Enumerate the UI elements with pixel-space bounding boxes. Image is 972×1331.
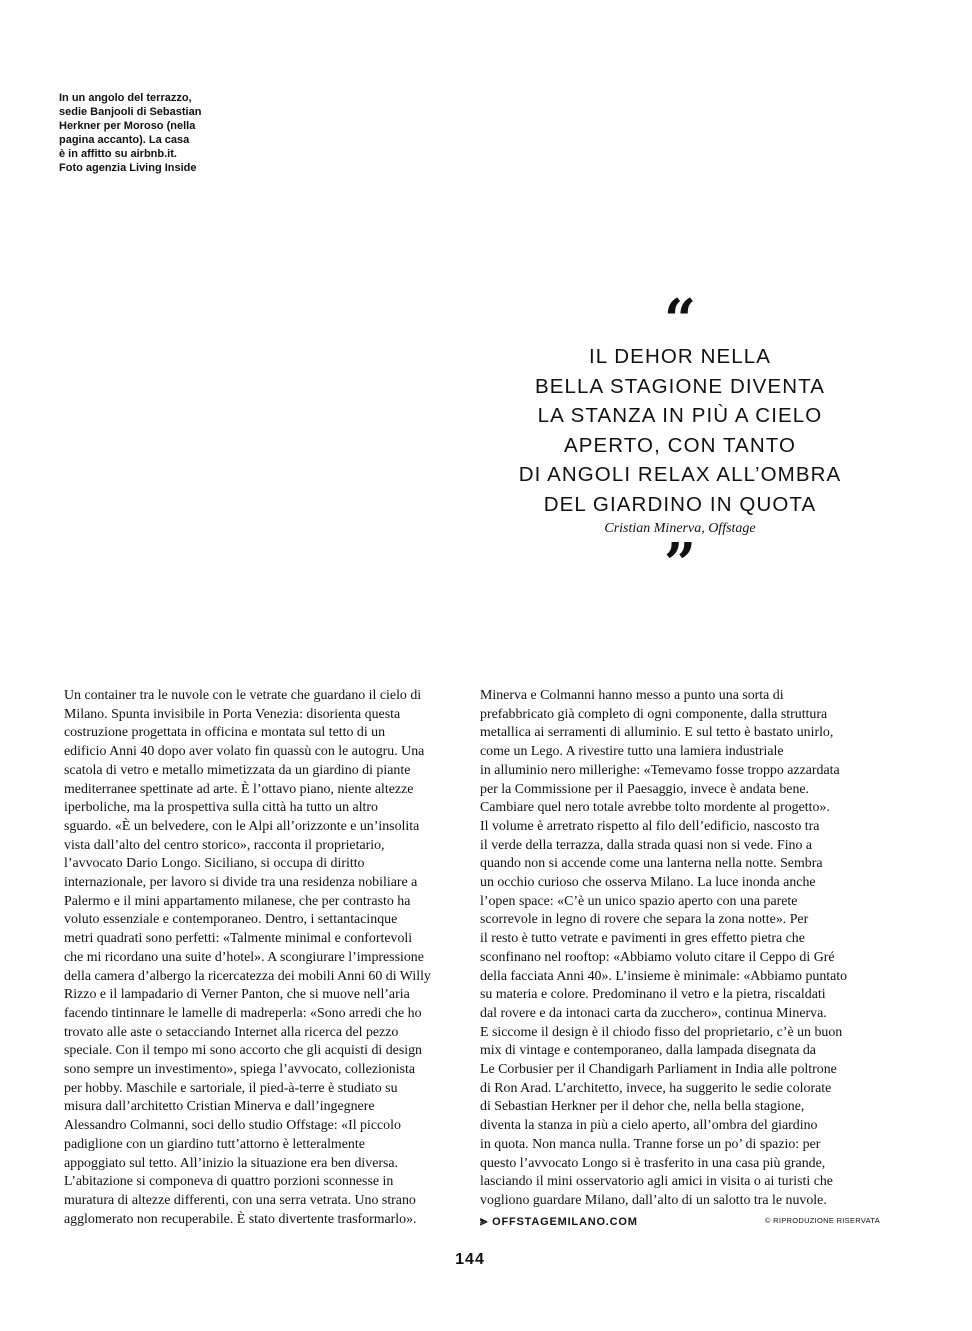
body-line: per la Commissione per il Paesaggio, invece è andata bene. — [480, 781, 810, 797]
body-line: lasciando il mini osservatorio agli amici in visita o ai turisti che — [480, 1174, 833, 1190]
body-line: misura dall’architetto Cristian Minerva e dall’ingegnere — [64, 1099, 375, 1115]
body-line: voluto essenziale e contemporaneo. Dentro, i settantacinque — [64, 912, 398, 928]
pull-quote-line: LA STANZA IN PIÙ A CIELO — [537, 404, 823, 428]
website-link[interactable] — [480, 1213, 638, 1230]
close-quote-icon: ” — [663, 530, 697, 597]
body-line: edificio Anni 40 dopo aver volato fin quassù con le autogru. Una — [64, 744, 425, 760]
pull-quote-line: IL DEHOR NELLA — [588, 345, 772, 368]
body-line: muratura di altezze differenti, con una serra vetrata. Uno strano — [64, 1192, 416, 1208]
caption-line: pagina accanto). La casa — [59, 134, 190, 146]
body-line: speciale. Con il tempo mi sono accorto che gli acquisti di design — [64, 1043, 422, 1059]
pull-quote — [480, 287, 880, 597]
website-label: OFFSTAGEMILANO.COM — [492, 1216, 638, 1228]
body-line: appoggiato sul tetto. All’inizio la situazione era ben diversa. — [64, 1155, 399, 1171]
body-line: L’abitazione si componeva di quattro porzioni sconnesse in — [64, 1174, 394, 1190]
pull-quote-line: DI ANGOLI RELAX ALL’OMBRA — [518, 463, 842, 487]
pull-quote-line: BELLA STAGIONE DIVENTA — [534, 374, 826, 398]
body-line: iperboliche, ma la prospettiva sulla città ha tutto un altro — [64, 800, 378, 816]
article-column-right — [480, 687, 885, 1211]
body-line: scatola di vetro e metallo mimetizzata da un giardino di piante — [64, 762, 411, 778]
caption-line: è in affitto su airbnb.it. — [59, 148, 177, 160]
body-line: metallica ai serramenti di alluminio. E sul tetto è bastato unirlo, — [480, 725, 834, 741]
pull-quote-line: APERTO, CON TANTO — [563, 433, 797, 457]
body-line: come un Lego. A rivestire tutto una lamiera industriale — [480, 744, 784, 760]
body-line: mix di vintage e contemporaneo, dalla lampada disegnata da — [480, 1043, 816, 1059]
copyright-notice: © RIPRODUZIONE RISERVATA — [764, 1216, 880, 1225]
body-line: dal rovere e da intonaci carta da zucchero», continua Minerva. — [480, 1005, 827, 1021]
body-line: trovato alle aste o setacciando Internet alla ricerca del pezzo — [64, 1024, 399, 1040]
body-line: padiglione con un giardino tutt’attorno è letteralmente — [64, 1136, 365, 1152]
body-line: Il volume è arretrato rispetto al filo dell’edificio, nascosto tra — [480, 818, 820, 834]
body-line: di Ron Arad. L’architetto, invece, ha suggerito le sedie colorate — [480, 1080, 832, 1096]
body-line: il resto è tutto vetrate e pavimenti in gres effetto pietra che — [480, 931, 805, 947]
body-line: metri quadrati sono perfetti: «Talmente minimal e confortevoli — [64, 931, 413, 947]
body-line: l’avvocato Dario Longo. Siciliano, si occupa di diritto — [64, 856, 365, 872]
body-line: facendo tintinnare le lamelle di madreperla: «Sono arredi che ho — [64, 1005, 422, 1021]
body-line: Milano. Spunta invisibile in Porta Venezia: disorienta questa — [64, 706, 401, 722]
body-line: Le Corbusier per il Chandigarh Parliament in India alle poltrone — [480, 1062, 837, 1078]
pull-quote-author: Cristian Minerva, Offstage — [604, 520, 756, 536]
body-line: prefabbricato già completo di ogni componente, dalla struttura — [480, 706, 828, 722]
body-line: della facciata Anni 40». L’insieme è minimale: «Abbiamo puntato — [480, 968, 848, 984]
caption-line: In un angolo del terrazzo, — [59, 92, 192, 104]
body-line: scorrevole in legno di rovere che separa la zona notte». Per — [480, 912, 809, 928]
body-line: Cambiare quel nero totale avrebbe tolto mordente al progetto». — [480, 800, 830, 816]
article-column-left — [64, 687, 469, 1229]
photo-caption — [59, 91, 234, 175]
body-line: costruzione progettata in officina e montata sul tetto di un — [64, 725, 386, 741]
body-line: vista dall’alto del centro storico», racconta il proprietario, — [64, 837, 385, 853]
body-line: diventa la stanza in più a cielo aperto, all’ombra del giardino — [480, 1118, 818, 1134]
body-line: Alessandro Colmanni, soci dello studio Offstage: «Il piccolo — [64, 1118, 401, 1134]
body-line: della camera d’albergo la ricercatezza dei mobili Anni 60 di Willy — [64, 968, 431, 984]
caption-line: Foto agenzia Living Inside — [59, 162, 197, 174]
body-line: l’open space: «C’è un unico spazio aperto con una parete — [480, 893, 798, 909]
pull-quote-line: DEL GIARDINO IN QUOTA — [543, 492, 817, 516]
body-line: per hobby. Maschile e sartoriale, il pied-à-terre è studiato su — [64, 1080, 398, 1096]
body-line: su materia e colore. Predominano il vetro e la pietra, riscaldati — [480, 987, 826, 1003]
body-line: agglomerato non recuperabile. È stato divertente trasformarlo». — [64, 1211, 417, 1227]
body-line: quando non si accende come una lanterna nella notte. Sembra — [480, 856, 823, 872]
body-line: Palermo e il mini appartamento milanese, che per contrasto ha — [64, 893, 411, 909]
body-line: questo l’avvocato Longo si è trasferito in una casa più grande, — [480, 1155, 826, 1171]
article-footer — [480, 1213, 880, 1229]
body-line: Rizzo e il lampadario di Verner Panton, che si muove nell’aria — [64, 987, 410, 1003]
page-number: 144 — [455, 1251, 485, 1268]
body-line: il verde della terrazza, dalla strada quasi non si vede. Fino a — [480, 837, 813, 853]
body-line: E siccome il design è il chiodo fisso del proprietario, c’è un buon — [480, 1024, 843, 1040]
body-line: un occhio curioso che osserva Milano. La luce inonda anche — [480, 875, 816, 891]
caption-line: Herkner per Moroso (nella — [59, 120, 196, 132]
body-line: vogliono guardare Milano, dall’alto di un salotto tra le nuvole. — [480, 1192, 827, 1208]
open-quote-icon: “ — [663, 287, 697, 353]
pull-quote-text — [480, 342, 880, 520]
body-line: Minerva e Colmanni hanno messo a punto una sorta di — [480, 688, 784, 703]
body-line: in quota. Non manca nulla. Tranne forse un po’ di spazio: per — [480, 1136, 821, 1152]
body-line: di Sebastian Herkner per il dehor che, nella bella stagione, — [480, 1099, 805, 1115]
body-line: in alluminio nero millerighe: «Temevamo fosse troppo azzardata — [480, 762, 840, 778]
body-line: Un container tra le nuvole con le vetrate che guardano il cielo di — [64, 688, 422, 703]
body-line: sconfinano nel rooftop: «Abbiamo voluto citare il Ceppo di Gré — [480, 949, 835, 965]
body-line: mediterranee spettinate ad arte. È l’ottavo piano, niente altezze — [64, 781, 414, 797]
arrow-right-icon: ⪢ — [480, 1213, 489, 1228]
body-line: che mi ricordano una suite d’hotel». A scongiurare l’impressione — [64, 949, 424, 965]
caption-line: sedie Banjooli di Sebastian — [59, 106, 202, 118]
body-line: sguardo. «È un belvedere, con le Alpi all’orizzonte e un’insolita — [64, 818, 420, 834]
body-line: internazionale, per lavoro si divide tra una residenza nobiliare a — [64, 875, 418, 891]
body-line: sono sempre un investimento», spiega l’avvocato, collezionista — [64, 1062, 416, 1078]
